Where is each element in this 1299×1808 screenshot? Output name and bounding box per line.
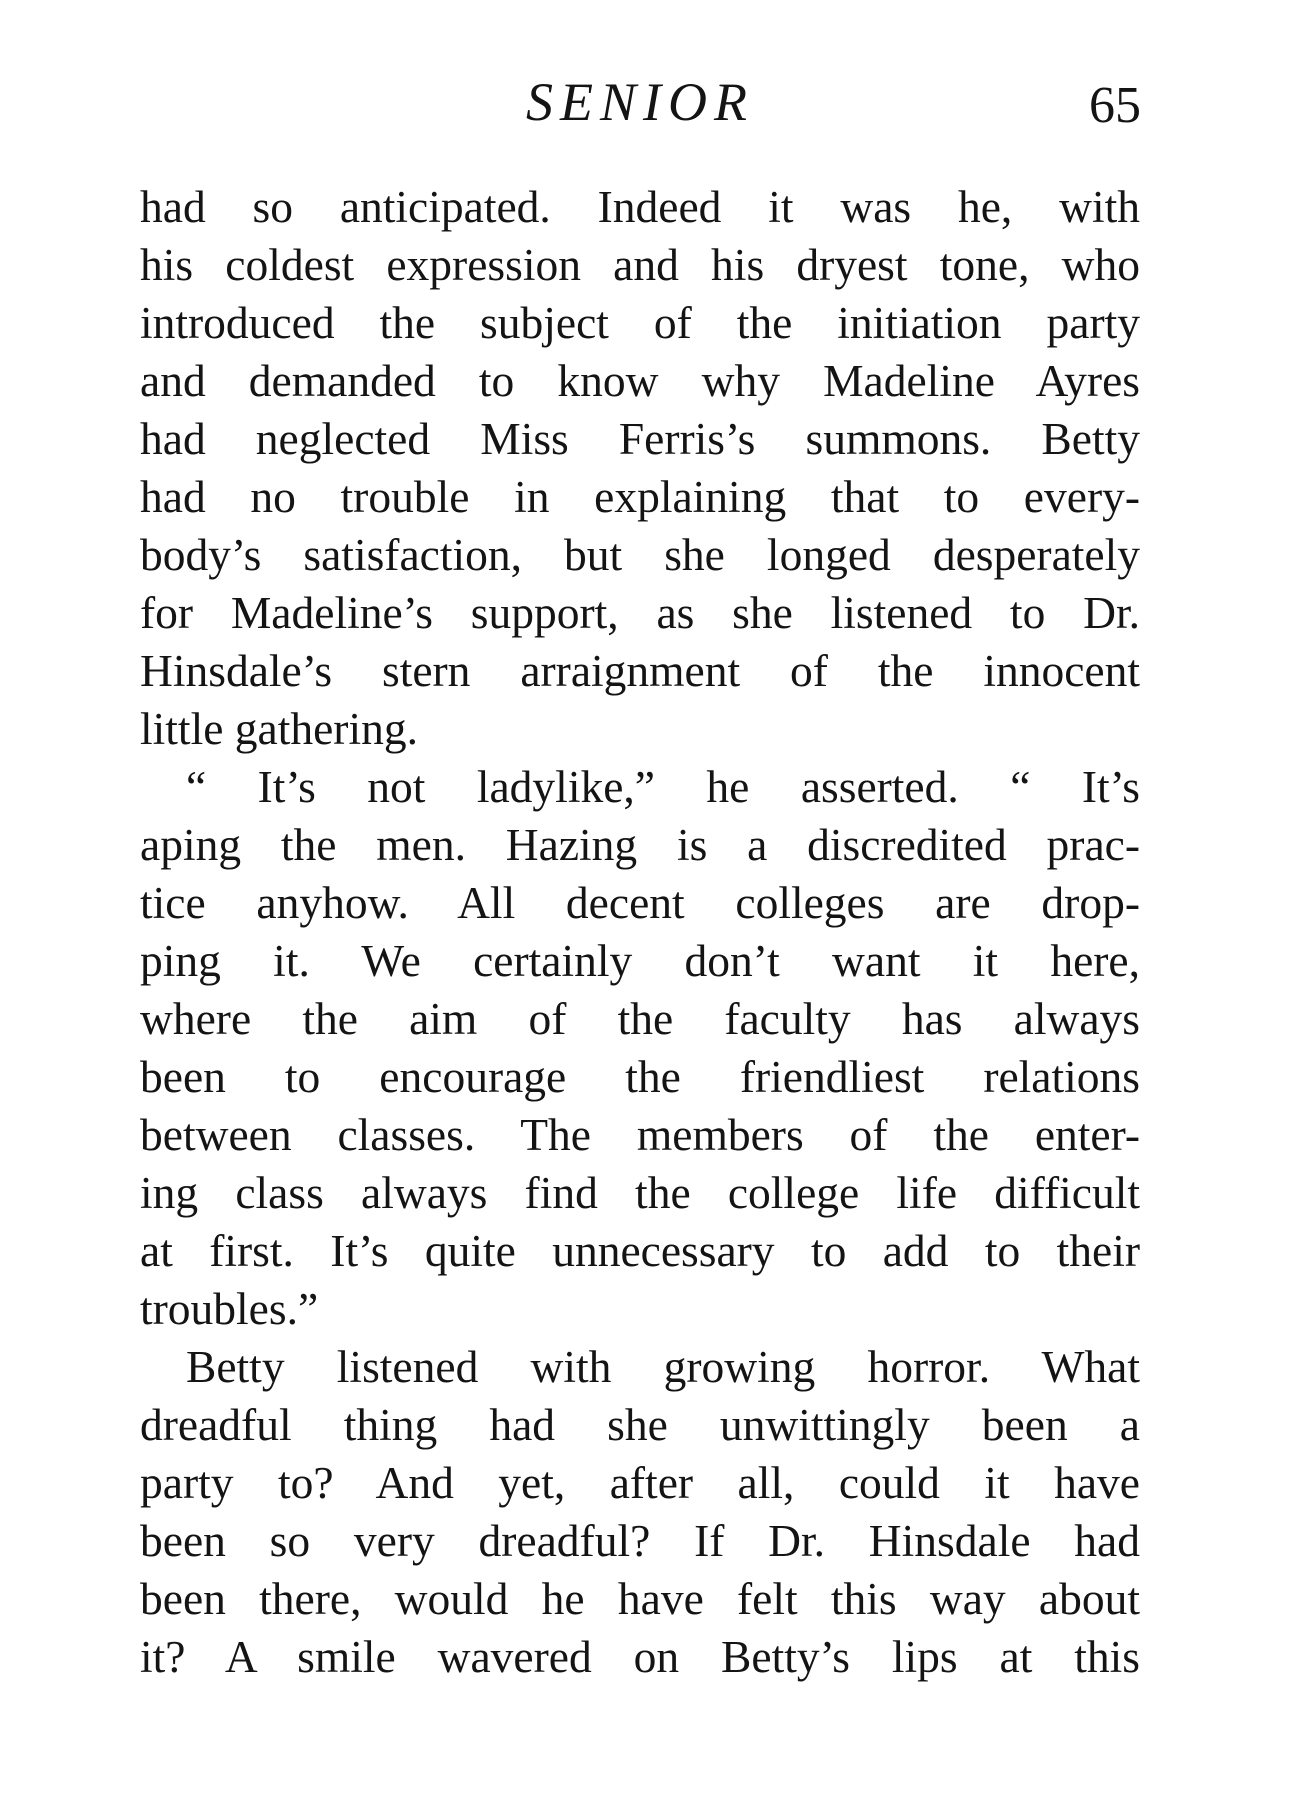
- text-line: his coldest expression and his dryest tone, who: [140, 239, 1140, 290]
- text-line: party to? And yet, after all, could it have: [140, 1457, 1140, 1508]
- text-line: it? A smile wavered on Betty’s lips at this: [140, 1631, 1140, 1682]
- text-line: between classes. The members of the enter-: [140, 1109, 1140, 1160]
- text-line: aping the men. Hazing is a discredited prac-: [140, 819, 1140, 870]
- text-line: troubles.”: [140, 1283, 319, 1334]
- paragraph: [140, 758, 1140, 1338]
- text-line: been there, would he have felt this way about: [140, 1573, 1140, 1624]
- text-line: at first. It’s quite unnecessary to add to their: [140, 1225, 1140, 1276]
- body-text: [140, 178, 1140, 1686]
- text-line: been so very dreadful? If Dr. Hinsdale had: [140, 1515, 1140, 1566]
- text-line: for Madeline’s support, as she listened to Dr.: [140, 587, 1140, 638]
- text-line: dreadful thing had she unwittingly been a: [140, 1399, 1140, 1450]
- text-line: ing class always find the college life difficult: [140, 1167, 1140, 1218]
- text-line: little gathering.: [140, 703, 418, 754]
- text-line: body’s satisfaction, but she longed desperately: [140, 529, 1140, 580]
- text-line: Hinsdale’s stern arraignment of the innocent: [140, 645, 1140, 696]
- text-line: where the aim of the faculty has always: [140, 993, 1140, 1044]
- paragraph: [140, 1338, 1140, 1686]
- running-title: SENIOR: [526, 72, 754, 132]
- text-line: ping it. We certainly don’t want it here,: [140, 935, 1140, 986]
- text-line: Betty listened with growing horror. What: [186, 1341, 1140, 1392]
- paragraph: [140, 178, 1140, 758]
- text-line: had no trouble in explaining that to every-: [140, 471, 1140, 522]
- text-line: tice anyhow. All decent colleges are drop-: [140, 877, 1140, 928]
- text-line: been to encourage the friendliest relations: [140, 1051, 1140, 1102]
- text-line: introduced the subject of the initiation party: [140, 297, 1140, 348]
- text-line: had so anticipated. Indeed it was he, with: [140, 181, 1140, 232]
- page-number: 65: [1089, 77, 1141, 134]
- text-line: had neglected Miss Ferris’s summons. Betty: [140, 413, 1140, 464]
- text-line: and demanded to know why Madeline Ayres: [140, 355, 1140, 406]
- text-line: “ It’s not ladylike,” he asserted. “ It’s: [186, 761, 1140, 812]
- running-head: [140, 62, 1140, 142]
